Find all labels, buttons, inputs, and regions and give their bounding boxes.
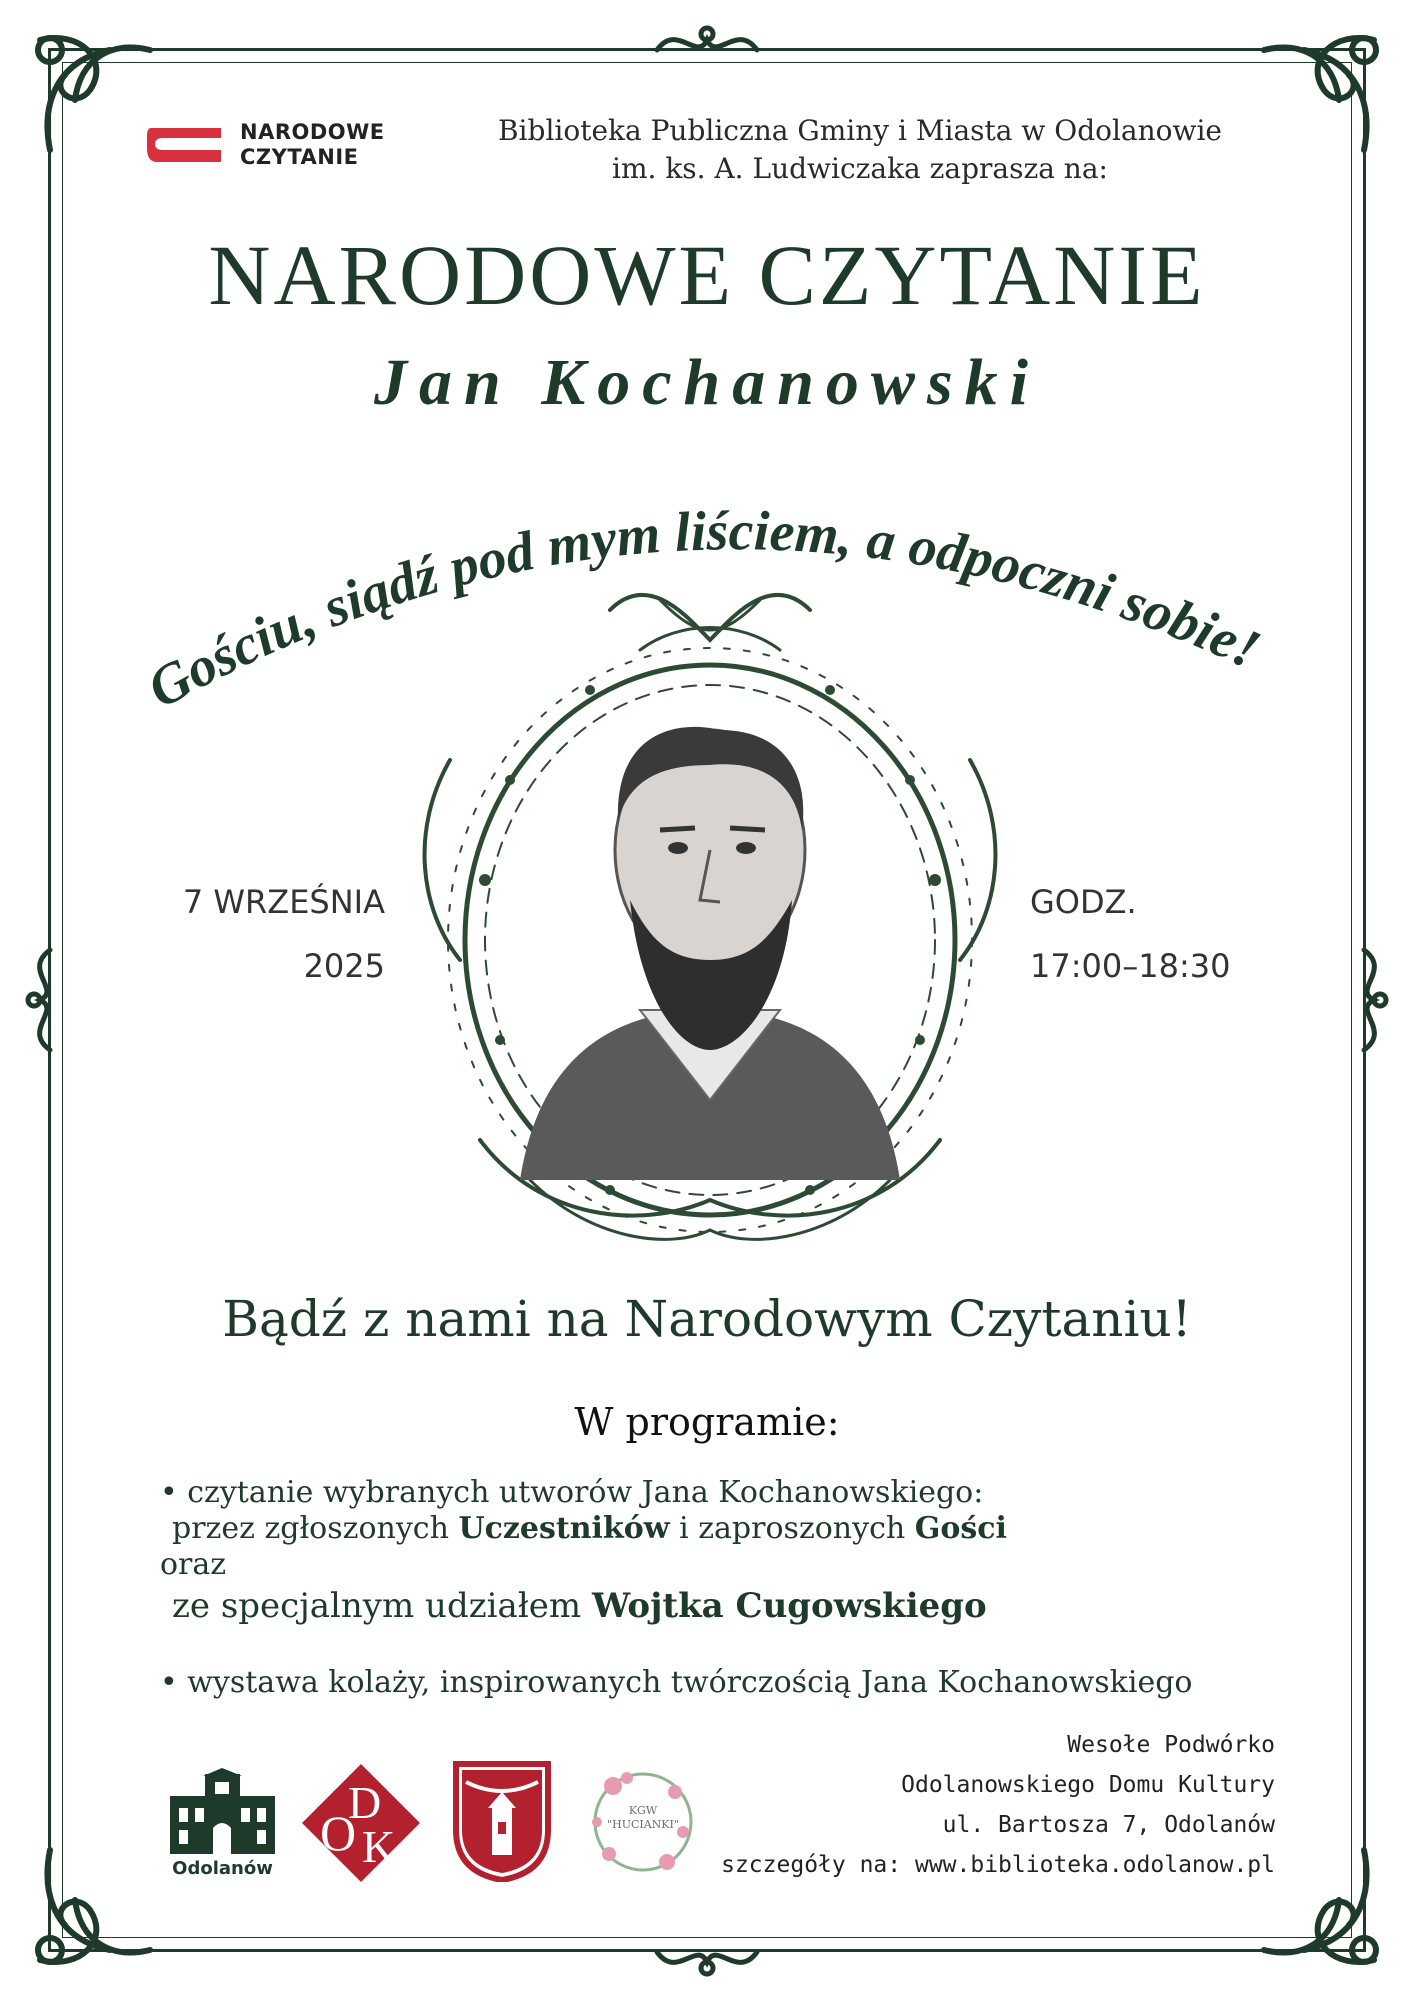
portrait-kochanowski	[520, 727, 900, 1180]
time-line1: GODZ.	[1030, 883, 1137, 921]
invite-headline: Bądź z nami na Narodowym Czytaniu!	[222, 1290, 1192, 1348]
kgw-line2: "HUCIANKI"	[607, 1818, 679, 1831]
book-icon	[145, 122, 227, 168]
odolanow-label: Odolanów	[172, 1858, 273, 1879]
venue-website[interactable]: szczegóły na: www.biblioteka.odolanow.pl	[721, 1852, 1275, 1878]
logo-text	[240, 120, 385, 170]
program-item2: • wystawa kolaży, inspirowanych twórczością Jana Kochanowskiego	[160, 1665, 1193, 1700]
program-item1-line1: • czytanie wybranych utworów Jana Kochanowskiego:	[160, 1475, 984, 1510]
program-text: i zaproszonych	[669, 1511, 915, 1546]
program-item1-line2	[172, 1511, 1007, 1547]
program-emphasis-guests: Gości	[914, 1511, 1007, 1546]
program-item1-line3: oraz	[160, 1547, 227, 1582]
narodowe-czytanie-logo	[145, 118, 405, 178]
odk-letter-o: O	[320, 1805, 357, 1861]
kgw-label	[583, 1804, 703, 1832]
quote-text: Gościu, siądź pod mym liściem, a odpoczni sobie!	[137, 500, 1269, 721]
building-icon	[165, 1768, 280, 1856]
program-text: ze specjalnym udziałem	[172, 1586, 592, 1626]
author-subtitle: Jan Kochanowski	[374, 346, 1040, 419]
date-line2: 2025	[303, 947, 385, 985]
venue-line3: ul. Bartosza 7, Odolanów	[942, 1812, 1275, 1838]
date-line1: 7 WRZEŚNIA	[182, 883, 385, 921]
program-item1-line4	[172, 1588, 987, 1624]
corner-ornament-top-left	[20, 20, 160, 160]
odolanow-coat-of-arms-icon	[452, 1760, 552, 1882]
header-line2: im. ks. A. Ludwiczaka zaprasza na:	[612, 152, 1108, 185]
venue-line2: Odolanowskiego Domu Kultury	[901, 1772, 1275, 1798]
kgw-hucianki-logo	[583, 1762, 703, 1882]
kgw-line1: KGW	[628, 1804, 658, 1817]
event-date	[120, 870, 385, 998]
top-center-ornament	[647, 22, 767, 62]
program-text: przez zgłoszonych	[172, 1511, 459, 1546]
venue-info	[700, 1725, 1275, 1885]
organizer-header	[420, 112, 1300, 188]
left-center-ornament	[22, 940, 62, 1060]
odk-letter-k: K	[362, 1821, 396, 1872]
time-line2: 17:00–18:30	[1030, 947, 1231, 985]
logo-line2: CZYTANIE	[240, 145, 359, 169]
program-emphasis-participants: Uczestników	[458, 1511, 670, 1546]
bottom-center-ornament	[647, 1940, 767, 1980]
right-center-ornament	[1352, 940, 1392, 1060]
logo-line1: NARODOWE	[240, 120, 385, 144]
event-time	[1030, 870, 1290, 998]
odk-logo	[300, 1762, 422, 1884]
portrait-wreath	[390, 580, 1030, 1260]
corner-ornament-bottom-right	[1254, 1840, 1394, 1980]
program-emphasis-guest-star: Wojtka Cugowskiego	[591, 1586, 987, 1626]
odolanow-logo	[165, 1768, 280, 1888]
corner-ornament-bottom-left	[20, 1840, 160, 1980]
venue-line1: Wesołe Podwórko	[1067, 1732, 1275, 1758]
odk-letter-d: D	[348, 1777, 382, 1828]
page-title: NARODOWE CZYTANIE	[208, 227, 1206, 323]
header-line1: Biblioteka Publiczna Gminy i Miasta w Odolanowie	[497, 114, 1223, 147]
program-title: W programie:	[574, 1400, 840, 1444]
